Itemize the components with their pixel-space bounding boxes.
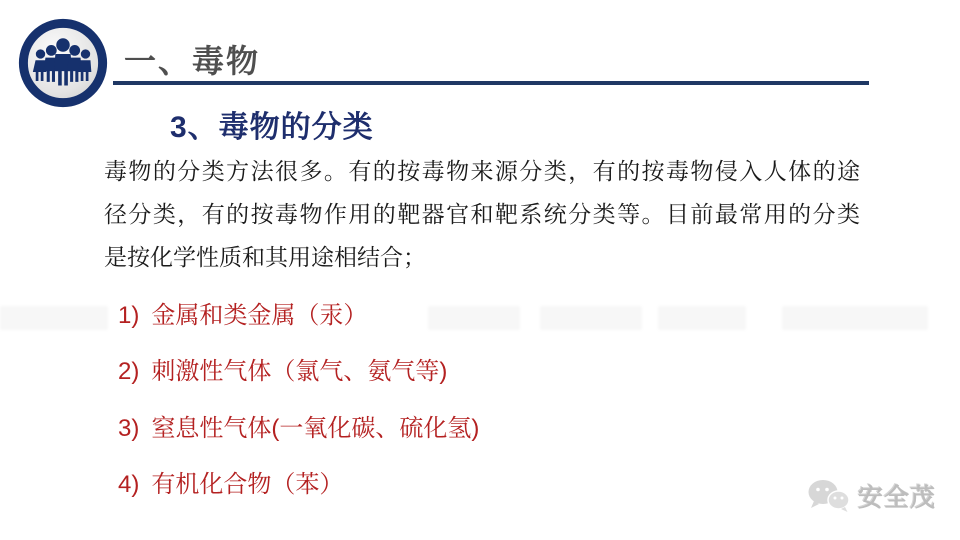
slide-title: 3、毒物的分类 xyxy=(170,111,374,144)
paragraph-line: 是按化学性质和其用途相结合； xyxy=(104,244,426,270)
people-group-icon xyxy=(18,18,108,108)
list-item-number: 1) xyxy=(118,302,140,329)
list-item-text: 金属和类金属（汞） xyxy=(151,302,368,329)
list-item-number: 2) xyxy=(118,358,140,385)
list-item-text: 刺激性气体（氯气、氨气等) xyxy=(151,358,448,385)
paragraph-line: 毒物的分类方法很多。有的按毒物来源分类，有的按毒物侵入人体的途 xyxy=(104,158,860,184)
brand-watermark xyxy=(806,478,936,514)
section-header: 一、毒物 xyxy=(124,43,261,79)
list-item-text: 有机化合物（苯） xyxy=(151,471,344,498)
list-item-number: 3) xyxy=(118,415,140,442)
paragraph-line: 径分类，有的按毒物作用的靶器官和靶系统分类等。目前最常用的分类 xyxy=(104,201,860,227)
brand-name: 安全茂 xyxy=(858,484,937,512)
header-divider-line xyxy=(113,81,869,85)
list-item xyxy=(118,355,447,389)
people-group-logo xyxy=(18,18,108,108)
wechat-icon xyxy=(806,478,850,514)
list-item xyxy=(118,299,367,333)
list-item xyxy=(118,468,343,502)
list-item xyxy=(118,412,479,446)
list-item-text: 窒息性气体(一氧化碳、硫化氢) xyxy=(151,415,480,442)
body-paragraph xyxy=(104,150,860,279)
list-item-number: 4) xyxy=(118,471,140,498)
